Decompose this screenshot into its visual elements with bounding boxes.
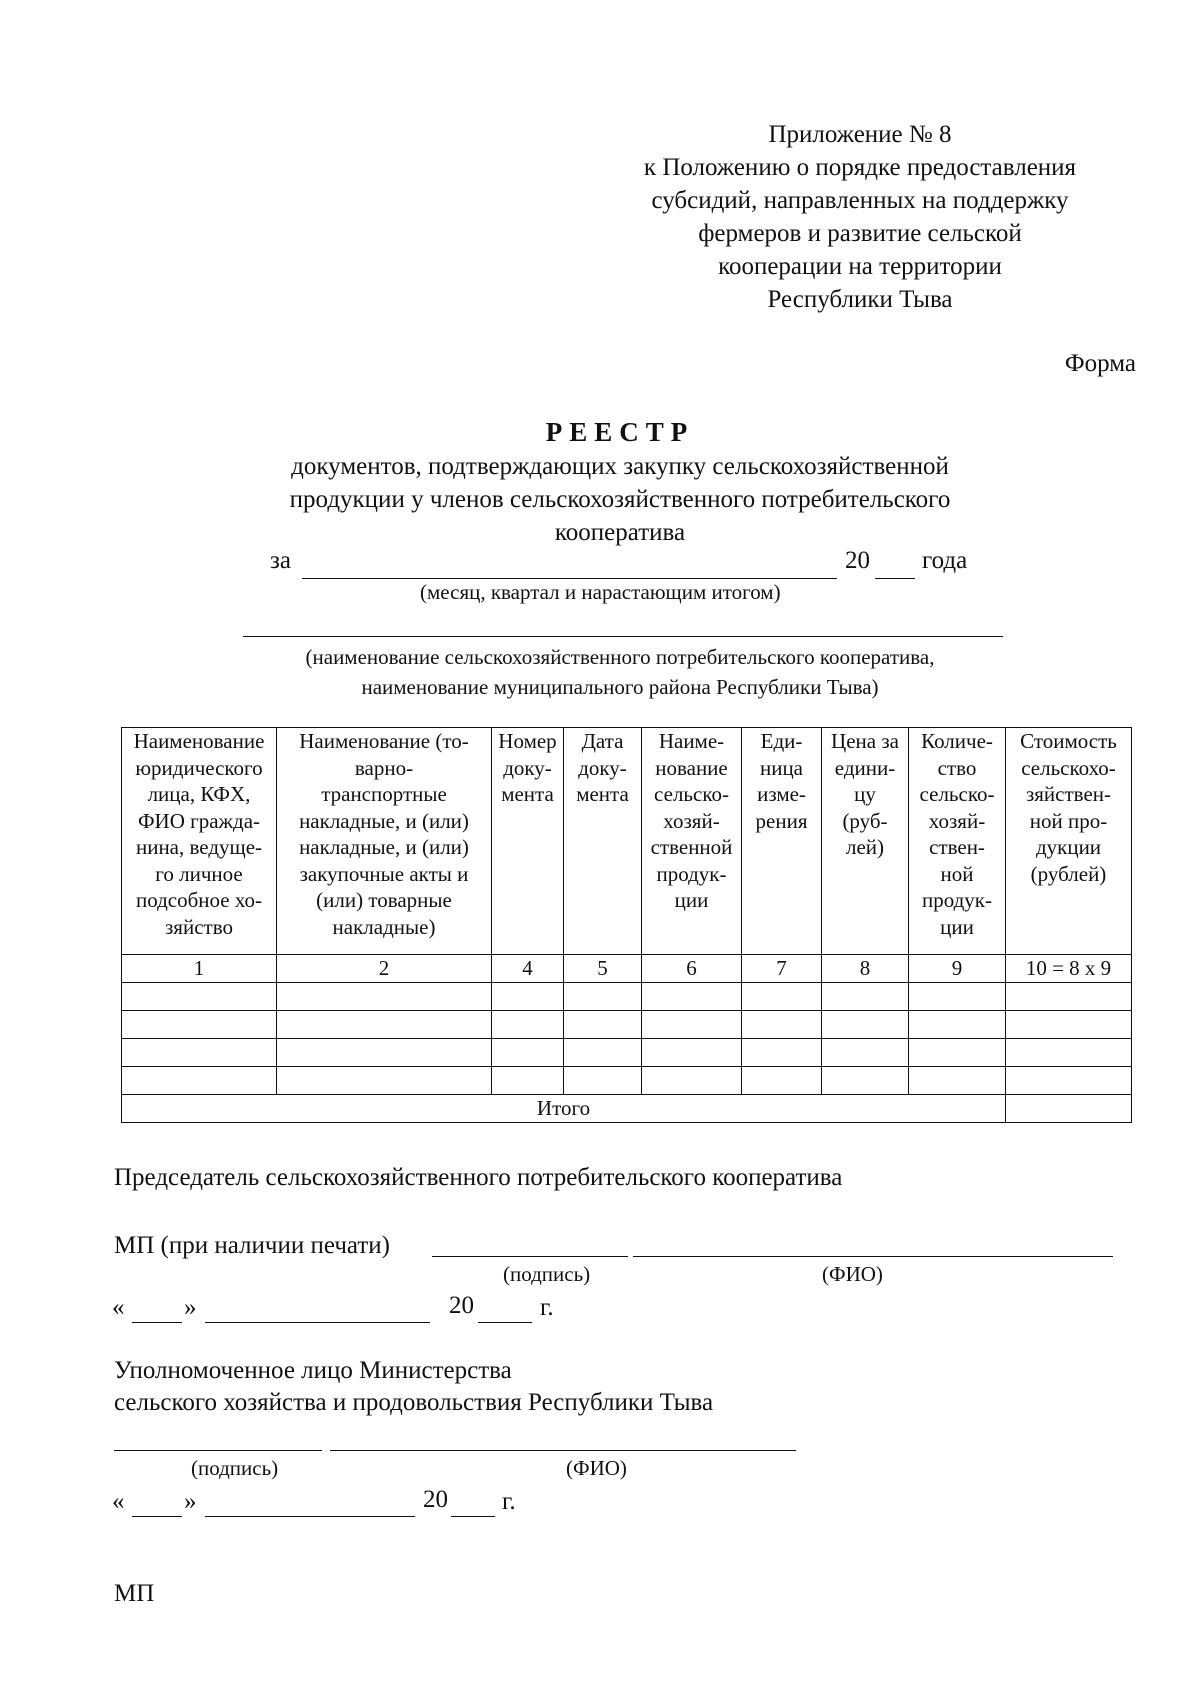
table-row [122,982,1132,1010]
appendix-line: Республики Тыва [767,286,953,313]
header-text: (рублей) [1030,861,1107,886]
header-text: накладные, и (или) [299,808,469,833]
form-label: Форма [1064,350,1136,377]
header-text: нование [655,755,728,780]
mp-stamp-label: МП [114,1580,155,1607]
header-text: ФИО гражда- [137,808,261,833]
coop-hint-line: наименование муниципального района Республики Тыва) [361,675,879,699]
table-cell[interactable] [909,1010,1006,1038]
chairman-year: 20 [449,1292,474,1319]
table-cell[interactable] [492,1038,564,1066]
period-suffix: года [922,547,968,574]
ministry-year-line[interactable] [451,1516,495,1517]
chairman-year-suffix: г. [540,1294,554,1321]
header-text: Количе- [921,729,993,753]
header-text: Наименование [133,729,265,753]
column-number: 8 [822,955,909,983]
header-text: ной про- [1029,808,1108,833]
header-text: зяйство [165,914,233,939]
header-text: Наименование (то- [299,729,469,753]
table-cell[interactable] [122,1038,277,1066]
header-text: Наиме- [658,729,725,753]
table-cell[interactable] [1006,1038,1132,1066]
appendix-block [590,118,1130,316]
header-text: Номер [498,729,557,753]
header-text: накладные, и (или) [299,835,469,859]
header-product-name [642,728,742,955]
subtitle-line: продукции у членов сельскохозяйственного потребительского [289,486,951,513]
header-text: ции [674,888,709,912]
table-row [122,1038,1132,1066]
chairman-year-line[interactable] [478,1322,532,1323]
table-cell[interactable] [277,1038,492,1066]
column-number: 4 [492,955,564,983]
ministry-month-line[interactable] [205,1516,415,1517]
column-number: 1 [122,955,277,983]
header-text: лей) [845,835,885,859]
chairman-day-line[interactable] [132,1322,182,1323]
header-legal-entity [122,728,277,955]
appendix-line: субсидий, направленных на поддержку [651,187,1069,214]
ministry-date-open: « [112,1488,125,1515]
header-text: сельскохо- [1021,755,1116,780]
table-cell[interactable] [277,1066,492,1094]
table-cell[interactable] [742,982,822,1010]
table-cell[interactable] [742,1010,822,1038]
chairman-fio-line[interactable] [633,1256,1113,1257]
table-cell[interactable] [492,1066,564,1094]
ministry-year-suffix: г. [502,1488,516,1515]
chairman-signature-line[interactable] [432,1256,628,1257]
header-text: изме- [757,782,806,806]
header-document-date [564,728,642,955]
column-number: 2 [277,955,492,983]
table-cell[interactable] [564,1066,642,1094]
table-cell[interactable] [492,982,564,1010]
header-unit [742,728,822,955]
header-text: ции [940,914,974,939]
header-text: (руб- [842,808,888,833]
header-text: рения [755,808,808,833]
ministry-line-1: Уполномоченное лицо Министерства [114,1357,512,1384]
header-text: сельско- [919,782,995,806]
header-text: Цена за [831,729,899,753]
header-text: Стоимость [1020,729,1117,753]
table-cell[interactable] [822,1010,909,1038]
subtitle-line: документов, подтверждающих закупку сельскохозяйственной [291,453,949,480]
table-cell[interactable] [822,982,909,1010]
header-text: цу [854,782,876,806]
table-cell[interactable] [642,1066,742,1094]
table-cell[interactable] [909,1066,1006,1094]
period-year: 20 [845,547,870,574]
header-text: зяйствен- [1025,782,1112,806]
table-cell[interactable] [564,1010,642,1038]
ministry-day-line[interactable] [132,1516,182,1517]
header-text: продук- [656,861,727,886]
table-cell[interactable] [909,982,1006,1010]
header-text: хозяй- [663,808,720,833]
header-text: ной [940,861,974,886]
header-text: закупочные акты и [299,861,469,886]
period-year-line[interactable] [875,578,915,579]
header-text: транспортные [321,782,447,806]
header-text: хозяй- [928,808,986,833]
header-text: лица, КФХ, [147,782,251,806]
ministry-year: 20 [423,1486,448,1513]
appendix-line: к Положению о порядке предоставления [643,154,1077,181]
column-number: 6 [642,955,742,983]
period-field-line[interactable] [302,578,837,579]
ministry-fio-hint: (ФИО) [566,1456,627,1480]
column-number: 5 [564,955,642,983]
header-text: Еди- [760,729,803,753]
appendix-line: Приложение № 8 [768,121,952,148]
chairman-mp-label: МП (при наличии печати) [114,1232,391,1259]
header-text: доку- [503,755,552,780]
chairman-signature-hint: (подпись) [503,1262,591,1286]
chairman-date-close: » [184,1294,197,1321]
ministry-fio-line[interactable] [330,1450,796,1451]
header-price [822,728,909,955]
table-cell[interactable] [122,1010,277,1038]
header-text: едини- [834,755,896,780]
header-text: (или) товарные [316,888,452,912]
header-text: подсобное хо- [135,888,263,912]
ministry-date-close: » [184,1488,197,1515]
ministry-signature-line[interactable] [114,1450,322,1451]
header-text: ство [937,755,977,780]
table-cell[interactable] [742,1066,822,1094]
header-cost [1006,728,1132,955]
table-cell[interactable] [909,1038,1006,1066]
header-document-name [277,728,492,955]
table-row [122,1010,1132,1038]
table-cell[interactable] [277,1010,492,1038]
chairman-month-line[interactable] [205,1322,430,1323]
header-text: юридического [135,755,263,780]
header-text: ница [759,755,804,780]
header-text: варно- [354,755,414,780]
period-prefix: за [270,547,291,574]
chairman-fio-hint: (ФИО) [822,1262,883,1286]
document-subtitle [200,450,1040,549]
table-cell[interactable] [564,1038,642,1066]
total-row [122,1094,1132,1122]
table-cell[interactable] [822,1066,909,1094]
header-text: ствен- [929,835,985,859]
header-text: продук- [921,888,992,912]
table-cell[interactable] [1006,1066,1132,1094]
ministry-line-2: сельского хозяйства и продовольствия Республики Тыва [114,1389,714,1416]
appendix-line: кооперации на территории [718,253,1002,280]
appendix-line: фермеров и развитие сельской [698,220,1022,247]
total-label: Итого [122,1094,1006,1122]
header-text: дукции [1035,835,1102,859]
column-number: 7 [742,955,822,983]
table-cell[interactable] [642,1010,742,1038]
table-cell[interactable] [822,1038,909,1066]
table-header-row [122,728,1132,955]
header-text: ственной [650,835,733,859]
header-text: сельско- [654,782,729,806]
table-row [122,1066,1132,1094]
register-table [121,727,1132,1123]
header-text: мента [501,782,554,806]
table-cell[interactable] [742,1038,822,1066]
coop-name-line[interactable] [243,636,1003,637]
coop-hint [200,642,1040,702]
column-number: 10 = 8 х 9 [1006,955,1132,983]
table-cell[interactable] [564,982,642,1010]
header-text: Дата [581,729,624,753]
subtitle-line: кооператива [554,519,686,546]
table-cell[interactable] [122,1066,277,1094]
table-cell[interactable] [1006,982,1132,1010]
table-cell[interactable] [642,982,742,1010]
header-text: доку- [578,755,627,780]
total-value-cell[interactable] [1006,1094,1132,1122]
ministry-signature-hint: (подпись) [191,1456,279,1480]
header-text: нина, ведуще- [135,835,263,859]
table-cell[interactable] [122,982,277,1010]
chairman-date-open: « [112,1294,125,1321]
table-cell[interactable] [277,982,492,1010]
chairman-title: Председатель сельскохозяйственного потребительского кооператива [114,1164,843,1191]
table-cell[interactable] [642,1038,742,1066]
header-quantity [909,728,1006,955]
coop-hint-line: (наименование сельскохозяйственного потребительского кооператива, [305,645,935,669]
period-hint: (месяц, квартал и нарастающим итогом) [420,580,781,604]
header-document-number [492,728,564,955]
document-title: РЕЕСТР [545,417,695,447]
column-number: 9 [909,955,1006,983]
header-text: мента [576,782,629,806]
header-text: накладные) [332,914,436,939]
column-number-row [122,955,1132,983]
header-text: го личное [155,861,243,886]
table-cell[interactable] [492,1010,564,1038]
table-cell[interactable] [1006,1010,1132,1038]
